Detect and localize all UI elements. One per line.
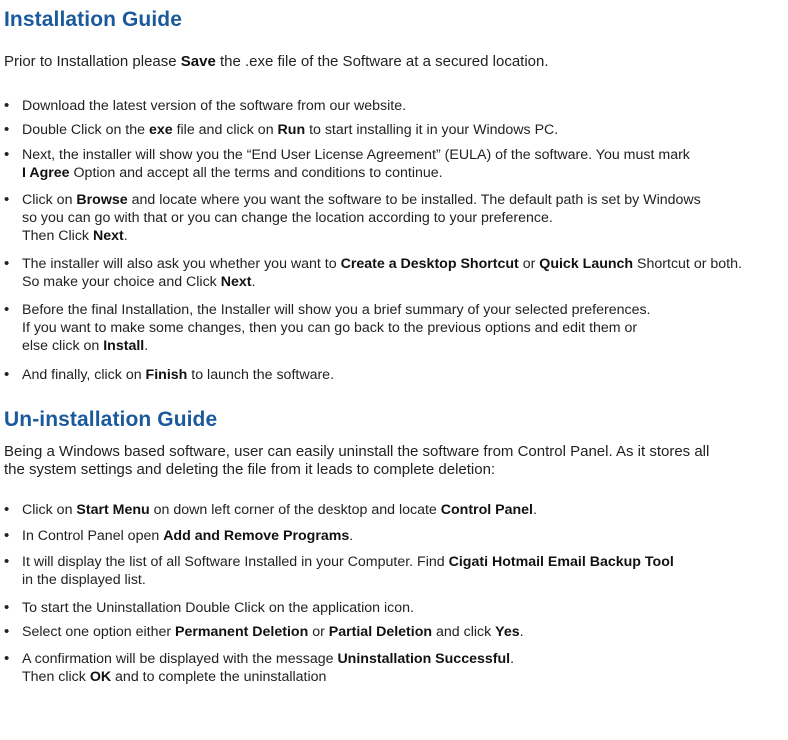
step-text-part: on down left corner of the desktop and locate xyxy=(149,502,441,518)
installation-intro-part: the .exe file of the Software at a secured location. xyxy=(215,53,549,70)
step-text-part: or xyxy=(518,256,540,272)
step-text-part: to launch the software. xyxy=(187,367,335,383)
step-text-part: Click on xyxy=(22,502,77,518)
step-text xyxy=(22,121,558,139)
bullet-icon: • xyxy=(4,121,10,138)
bullet-icon: • xyxy=(4,301,10,318)
step-emphasis: Cigati Hotmail Email Backup Tool xyxy=(448,554,674,570)
step-emphasis: Next xyxy=(92,228,124,244)
step-text-part: . xyxy=(532,502,537,518)
bullet-icon: • xyxy=(4,650,10,667)
step-text-part: . xyxy=(519,624,524,640)
step-text-part: Shortcut or both. xyxy=(633,256,742,272)
step-text-part: Before the final Installation, the Installer will show you a brief summary of your selected preferences. xyxy=(22,302,651,318)
step-text xyxy=(22,599,414,617)
step-text xyxy=(22,527,353,545)
step-text xyxy=(22,553,674,589)
step-text-part: . xyxy=(510,651,515,667)
bullet-icon: • xyxy=(4,501,10,518)
installation-intro-part: Prior to Installation please xyxy=(4,53,181,70)
bullet-icon: • xyxy=(4,553,10,570)
step-text-part: or xyxy=(308,624,329,640)
step-text-part: The installer will also ask you whether you want to xyxy=(22,256,341,272)
step-text-part: Option and accept all the terms and conditions to continue. xyxy=(69,165,443,181)
step-emphasis: I Agree xyxy=(22,165,70,181)
step-emphasis: exe xyxy=(148,122,173,138)
step-emphasis: OK xyxy=(89,669,112,685)
step-emphasis: Quick Launch xyxy=(539,256,634,272)
step-text-part: to start installing it in your Windows PC. xyxy=(305,122,559,138)
bullet-icon: • xyxy=(4,599,10,616)
step-text xyxy=(22,255,742,291)
step-text-part: It will display the list of all Software Installed in your Computer. Find xyxy=(22,554,449,570)
bullet-icon: • xyxy=(4,527,10,544)
step-text-part: . xyxy=(144,338,149,354)
step-emphasis: Control Panel xyxy=(440,502,533,518)
step-emphasis: Uninstallation Successful xyxy=(337,651,511,667)
step-text xyxy=(22,623,524,641)
uninstallation-guide-title: Un-installation Guide xyxy=(4,408,218,431)
step-text-part: A confirmation will be displayed with the message xyxy=(22,651,338,667)
bullet-icon: • xyxy=(4,97,10,114)
step-text xyxy=(22,146,690,182)
uninstallation-intro xyxy=(4,443,709,479)
step-text-part: And finally, click on xyxy=(22,367,146,383)
step-text-part: To start the Uninstallation Double Click on the application icon. xyxy=(22,600,414,616)
step-text-part: Next, the installer will show you the “End User License Agreement” (EULA) of the software. You must mark xyxy=(22,147,690,163)
bullet-icon: • xyxy=(4,146,10,163)
step-emphasis: Create a Desktop Shortcut xyxy=(340,256,519,272)
step-emphasis: Add and Remove Programs xyxy=(163,528,350,544)
step-text-part: Select one option either xyxy=(22,624,176,640)
step-emphasis: Run xyxy=(277,122,306,138)
step-text-part: in the displayed list. xyxy=(22,572,146,588)
step-text-part: Click on xyxy=(22,192,77,208)
installation-guide-title: Installation Guide xyxy=(4,8,182,31)
step-text xyxy=(22,97,406,115)
installation-intro xyxy=(4,53,549,71)
step-text-part: If you want to make some changes, then you can go back to the previous options and edit them or xyxy=(22,320,638,336)
uninstallation-intro-line: the system settings and deleting the file from it leads to complete deletion: xyxy=(4,461,496,478)
step-emphasis: Yes xyxy=(495,624,520,640)
bullet-icon: • xyxy=(4,623,10,640)
step-text-part: file and click on xyxy=(172,122,278,138)
step-text-part: and to complete the uninstallation xyxy=(111,669,327,685)
step-emphasis: Permanent Deletion xyxy=(175,624,309,640)
step-emphasis: Browse xyxy=(76,192,128,208)
step-text-part: . xyxy=(123,228,128,244)
bullet-icon: • xyxy=(4,191,10,208)
step-text-part: Double Click on the xyxy=(22,122,149,138)
step-text xyxy=(22,650,514,686)
step-text-part: else click on xyxy=(22,338,104,354)
bullet-icon: • xyxy=(4,255,10,272)
installation-intro-save: Save xyxy=(180,53,216,70)
step-text-part: and click xyxy=(432,624,496,640)
step-text-part: In Control Panel open xyxy=(22,528,164,544)
bullet-icon: • xyxy=(4,366,10,383)
step-text-part: so you can go with that or you can change the location according to your preference. xyxy=(22,210,553,226)
uninstallation-intro-line: Being a Windows based software, user can easily uninstall the software from Control Panel. As it stores all xyxy=(4,443,710,460)
step-emphasis: Next xyxy=(220,274,252,290)
step-text xyxy=(22,191,701,245)
step-text-part: Then click xyxy=(22,669,90,685)
step-text-part: Then Click xyxy=(22,228,93,244)
step-text xyxy=(22,501,537,519)
step-text-part: Download the latest version of the software from our website. xyxy=(22,98,407,114)
step-emphasis: Start Menu xyxy=(76,502,150,518)
step-text xyxy=(22,301,651,355)
step-emphasis: Partial Deletion xyxy=(328,624,433,640)
step-text-part: and locate where you want the software to be installed. The default path is set by Windows xyxy=(127,192,701,208)
step-text-part: . xyxy=(251,274,256,290)
step-emphasis: Install xyxy=(103,338,145,354)
step-text xyxy=(22,366,334,384)
step-emphasis: Finish xyxy=(145,367,188,383)
step-text-part: . xyxy=(349,528,354,544)
step-text-part: So make your choice and Click xyxy=(22,274,221,290)
